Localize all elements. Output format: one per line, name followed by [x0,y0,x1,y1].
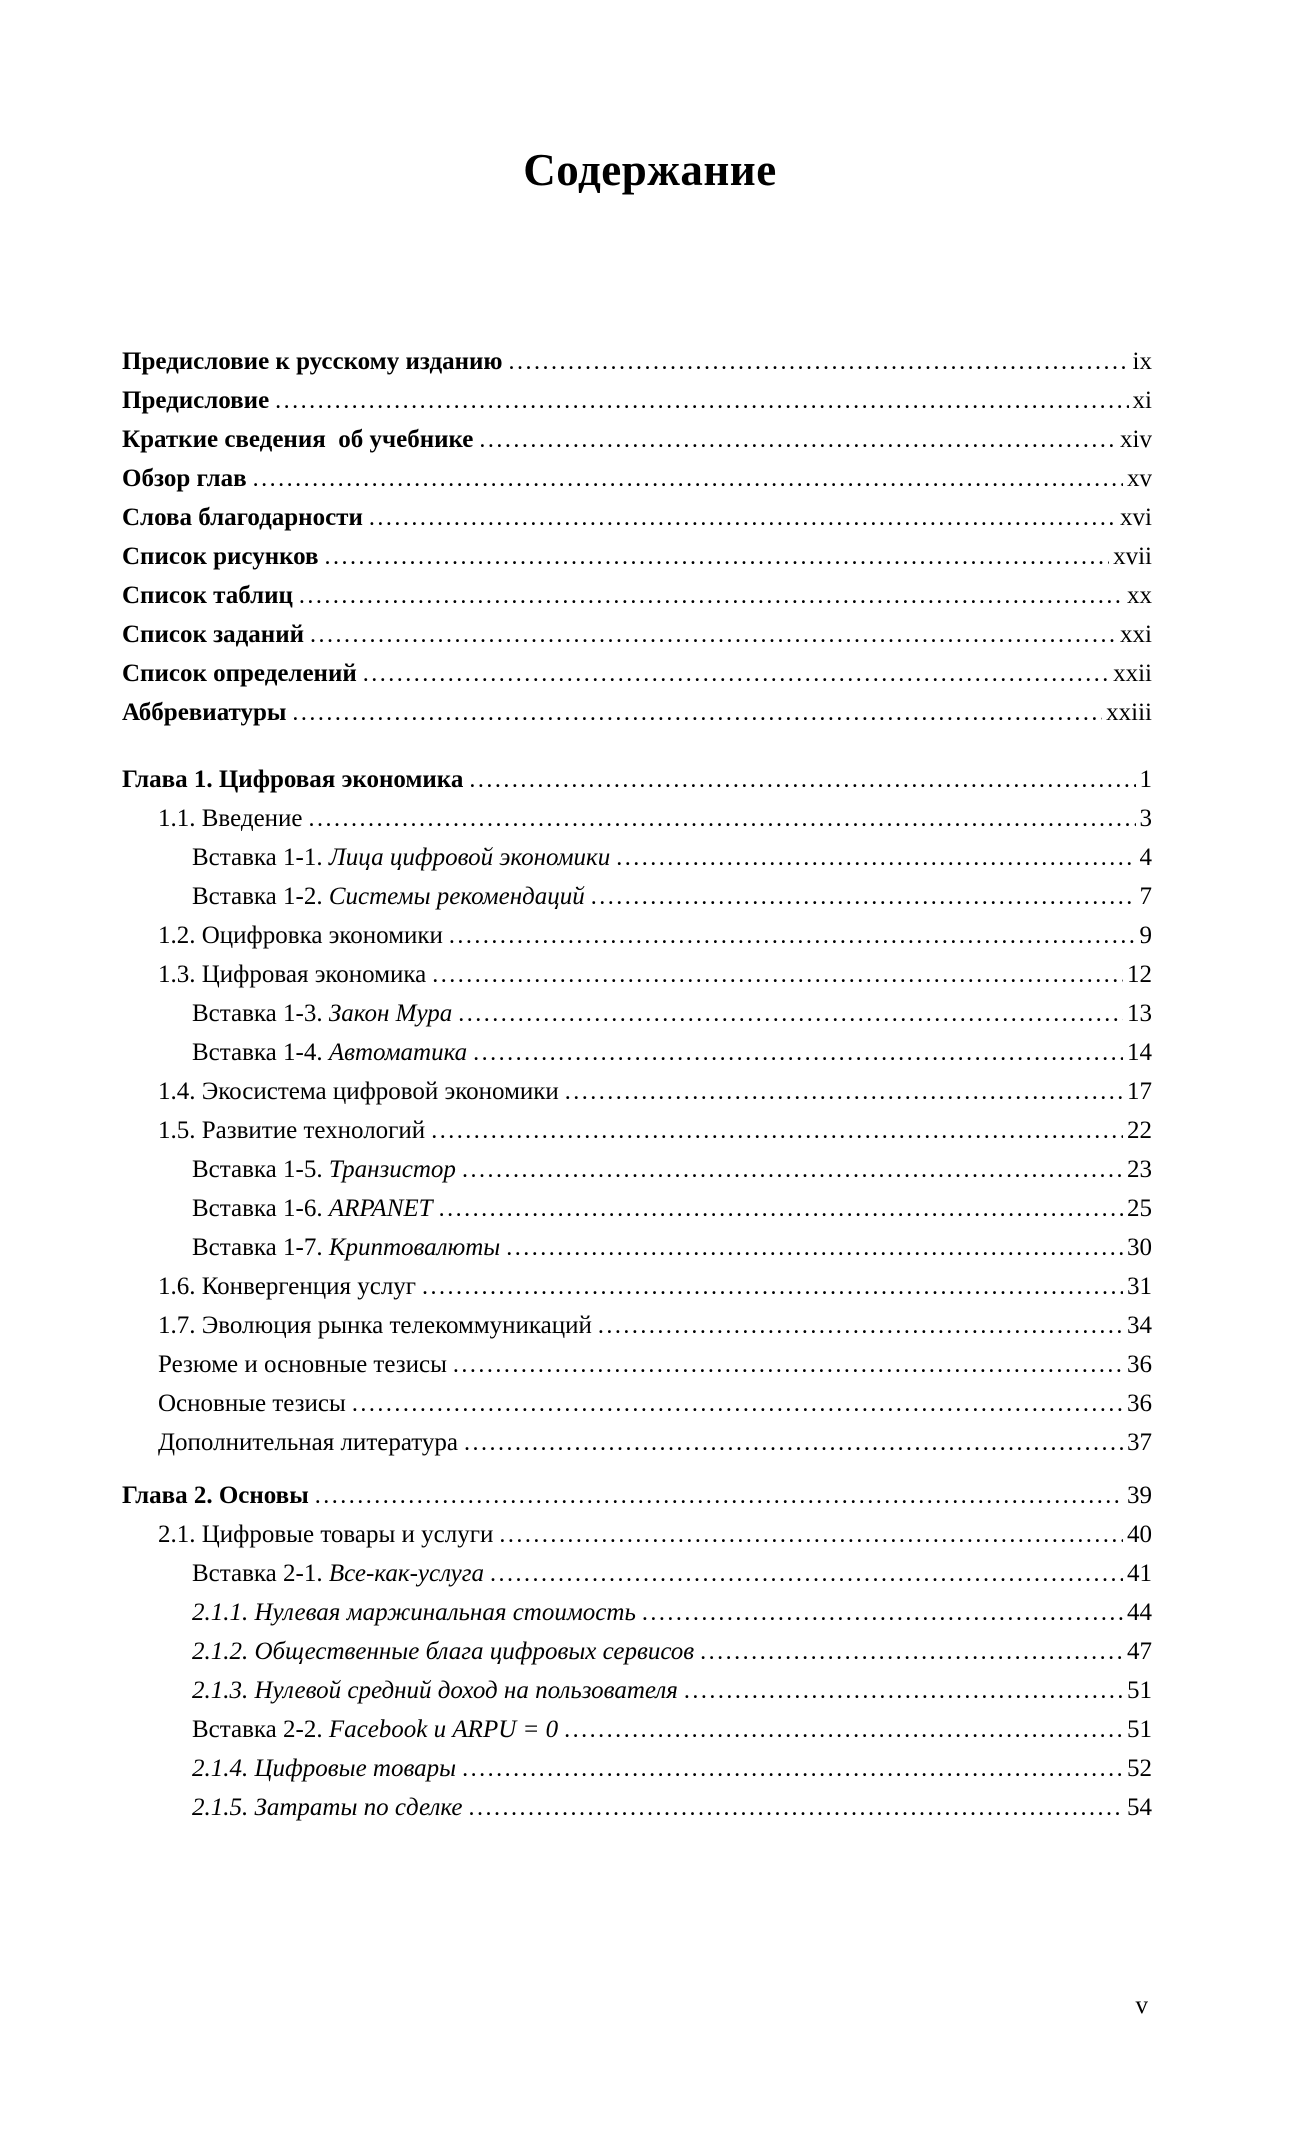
dot-leader [565,1072,1123,1112]
toc-entry-page: 52 [1127,1755,1152,1782]
toc-entry [122,420,1152,459]
dot-leader [310,615,1116,655]
toc-entry-page: 7 [1139,883,1152,910]
dot-leader [458,994,1123,1034]
dot-leader [506,1228,1123,1268]
dot-leader [700,1632,1123,1672]
toc-entry-title: Оцифровка экономики [201,922,443,949]
toc-entry-number: 1.3. [158,961,202,988]
toc-entry-title: Глава 1. Цифровая экономика [122,766,464,793]
toc-entry-label [192,1189,433,1228]
toc-entry-title: Системы рекомендаций [328,883,585,910]
toc-entry-page: 31 [1127,1273,1152,1300]
toc-entry [122,1384,1152,1423]
toc-entry [122,1632,1152,1671]
toc-entry-page: 41 [1127,1560,1152,1587]
toc-entry-number: Вставка 1-7. [192,1234,329,1261]
toc-entry-page: 4 [1139,844,1152,871]
toc-entry [122,342,1152,381]
toc-entry [122,1111,1152,1150]
toc-entry-label [122,459,247,498]
toc-entry-page: xi [1132,387,1152,414]
toc-entry-page: xxiii [1106,699,1152,726]
toc-entry-page: xxii [1113,660,1152,687]
toc-entry-title: Транзистор [328,1156,456,1183]
dot-leader [253,459,1123,499]
toc-entry-title: Список заданий [122,621,305,648]
toc-entry [122,1228,1152,1267]
toc-entry-number: Вставка 1-5. [192,1156,329,1183]
dot-leader [363,654,1109,694]
toc-entry-page: 9 [1139,922,1152,949]
toc-entry-label [192,1671,678,1710]
toc-entry-page: 36 [1127,1390,1152,1417]
toc-entry [122,1189,1152,1228]
toc-entry [122,459,1152,498]
toc-entry-page: 37 [1127,1429,1152,1456]
dot-leader [453,1345,1123,1385]
page-title: Содержание [523,145,777,195]
toc-entry-number: Вставка 1-6. [192,1195,329,1222]
toc-entry-page: xiv [1120,426,1152,453]
toc-entry-number: 1.4. [158,1078,202,1105]
toc-entry-title: Дополнительная литература [158,1429,458,1456]
toc-entry-title: 2.1.1. Нулевая маржинальная стоимость [192,1599,636,1626]
toc-entry-page: 1 [1139,766,1152,793]
toc-entry-title: Слова благодарности [122,504,363,531]
toc-entry-page: 36 [1127,1351,1152,1378]
dot-leader [473,1033,1123,1073]
toc-list [122,342,1152,1827]
toc-entry [122,838,1152,877]
toc-entry-number: 1.5. [158,1117,202,1144]
toc-entry-label [192,1033,467,1072]
toc-entry-label [158,955,426,994]
toc-entry [122,615,1152,654]
toc-entry [122,1072,1152,1111]
dot-leader [275,381,1128,421]
toc-entry-number: 2.1. [158,1521,202,1548]
toc-entry-label [158,1515,493,1554]
toc-entry-title: Введение [201,805,303,832]
toc-entry [122,1749,1152,1788]
toc-entry-label [158,1111,425,1150]
toc-entry-title: 2.1.3. Нулевой средний доход на пользователя [192,1677,678,1704]
toc-entry-page: 30 [1127,1234,1152,1261]
toc-entry [122,1476,1152,1515]
toc-entry-label [122,537,319,576]
toc-entry-page: 23 [1127,1156,1152,1183]
toc-entry-label [122,381,269,420]
toc-entry-label [192,1710,558,1749]
toc-entry-title: Краткие сведения об учебнике [122,426,474,453]
toc-entry-number: Вставка 1-4. [192,1039,329,1066]
toc-entry-title: Закон Мура [328,1000,453,1027]
toc-entry-page: xvi [1120,504,1152,531]
toc-entry-title: Автоматика [328,1039,468,1066]
toc-entry-page: 44 [1127,1599,1152,1626]
toc-entry-page: 14 [1127,1039,1152,1066]
toc-entry-page: 40 [1127,1521,1152,1548]
toc-entry-title: Facebook и ARPU = 0 [328,1716,559,1743]
toc-entry [122,1554,1152,1593]
toc-entry-label [122,654,357,693]
toc-entry-page: xx [1127,582,1152,609]
dot-leader [369,498,1116,538]
toc-entry [122,1710,1152,1749]
toc-entry-label [158,1345,447,1384]
toc-entry-number: Вставка 2-2. [192,1716,329,1743]
dot-leader [479,420,1116,460]
toc-entry-page: 13 [1127,1000,1152,1027]
toc-entry-title: Развитие технологий [201,1117,426,1144]
toc-entry-page: xxi [1120,621,1152,648]
toc-entry-title: Цифровая экономика [201,961,427,988]
toc-entry-label [192,1554,484,1593]
chapter-2-section [122,1476,1152,1827]
dot-leader [490,1554,1123,1594]
toc-entry-page: 3 [1139,805,1152,832]
toc-entry-label [122,1476,309,1515]
dot-leader [598,1306,1123,1346]
dot-leader [499,1515,1123,1555]
toc-entry-page: 47 [1127,1638,1152,1665]
toc-entry-page: xv [1127,465,1152,492]
toc-entry [122,799,1152,838]
toc-entry [122,693,1152,732]
dot-leader [469,760,1135,800]
toc-entry-page: 39 [1127,1482,1152,1509]
chapter-1-section [122,760,1152,1462]
dot-leader [462,1150,1123,1190]
dot-leader [292,693,1102,733]
toc-page [0,145,1300,2156]
toc-entry-label [192,1749,456,1788]
toc-entry-title: Резюме и основные тезисы [158,1351,447,1378]
toc-entry [122,1788,1152,1827]
dot-leader [439,1189,1123,1229]
toc-entry-label [192,1228,500,1267]
toc-entry-label [192,1788,463,1827]
toc-entry-title: Лица цифровой экономики [328,844,611,871]
toc-entry [122,576,1152,615]
toc-entry [122,537,1152,576]
toc-entry [122,1150,1152,1189]
dot-leader [469,1788,1123,1828]
toc-entry-number: 1.6. [158,1273,202,1300]
dot-leader [564,1710,1123,1750]
toc-entry-title: 2.1.2. Общественные блага цифровых сервисов [192,1638,695,1665]
toc-entry [122,955,1152,994]
toc-entry-page: 51 [1127,1716,1152,1743]
toc-entry [122,1515,1152,1554]
toc-entry-label [192,994,452,1033]
toc-entry-number: Вставка 1-3. [192,1000,329,1027]
toc-entry-number: 1.1. [158,805,202,832]
toc-entry [122,760,1152,799]
dot-leader [299,576,1123,616]
toc-entry-title: Список рисунков [122,543,319,570]
toc-entry-page: 34 [1127,1312,1152,1339]
toc-entry-title: Обзор глав [122,465,247,492]
dot-leader [464,1423,1123,1463]
toc-entry-title: 2.1.5. Затраты по сделке [192,1794,463,1821]
toc-entry-label [158,916,443,955]
toc-entry-number: 1.2. [158,922,202,949]
dot-leader [509,342,1129,382]
dot-leader [684,1671,1123,1711]
toc-entry-label [122,498,363,537]
toc-entry-page: 22 [1127,1117,1152,1144]
folio-page-number: v [1135,1992,1148,2019]
dot-leader [309,799,1136,839]
toc-entry-title: Аббревиатуры [122,699,287,726]
toc-entry-label [192,1632,694,1671]
toc-entry [122,877,1152,916]
toc-entry-title: Предисловие [122,387,270,414]
dot-leader [431,1111,1123,1151]
toc-entry [122,498,1152,537]
toc-entry-label [122,760,463,799]
toc-entry-label [192,838,610,877]
toc-entry-label [122,693,286,732]
toc-entry-title: Список таблиц [122,582,293,609]
toc-entry-page: 12 [1127,961,1152,988]
toc-entry-label [192,1593,636,1632]
toc-entry-label [122,342,503,381]
toc-entry-title: Криптовалюты [328,1234,501,1261]
toc-entry [122,1306,1152,1345]
toc-entry [122,1033,1152,1072]
toc-entry-title: Предисловие к русскому изданию [122,348,503,375]
dot-leader [422,1267,1123,1307]
toc-entry-page: ix [1132,348,1152,375]
toc-entry-label [158,1306,592,1345]
toc-entry-number: Вставка 2-1. [192,1560,329,1587]
toc-entry [122,994,1152,1033]
toc-entry-page: 25 [1127,1195,1152,1222]
toc-entry-label [122,420,473,459]
toc-entry-label [122,576,293,615]
toc-entry [122,1423,1152,1462]
dot-leader [449,916,1136,956]
toc-entry-label [158,799,303,838]
toc-entry [122,381,1152,420]
toc-entry-title: ARPANET [328,1195,433,1222]
dot-leader [432,955,1123,995]
toc-entry [122,1593,1152,1632]
toc-entry [122,1345,1152,1384]
toc-entry-title: Конвергенция услуг [201,1273,417,1300]
toc-entry-label [158,1423,458,1462]
dot-leader [462,1749,1123,1789]
toc-entry-page: xvii [1113,543,1152,570]
dot-leader [315,1476,1123,1516]
front-matter-section [122,342,1152,732]
toc-entry-title: Основные тезисы [158,1390,346,1417]
toc-entry-label [192,1150,456,1189]
toc-entry-label [122,615,304,654]
toc-entry-number: Вставка 1-2. [192,883,329,910]
dot-leader [325,537,1110,577]
toc-entry-title: Эволюция рынка телекоммуникаций [201,1312,592,1339]
toc-entry-label [192,877,585,916]
toc-entry-label [158,1384,346,1423]
dot-leader [642,1593,1123,1633]
toc-entry-number: 1.7. [158,1312,202,1339]
toc-entry-number: Вставка 1-1. [192,844,329,871]
toc-entry-title: 2.1.4. Цифровые товары [192,1755,457,1782]
toc-entry-title: Цифровые товары и услуги [201,1521,494,1548]
toc-entry [122,1671,1152,1710]
dot-leader [352,1384,1123,1424]
toc-entry-page: 54 [1127,1794,1152,1821]
toc-entry-title: Глава 2. Основы [122,1482,309,1509]
toc-entry-title: Список определений [122,660,357,687]
toc-entry-title: Все-как-услуга [328,1560,485,1587]
toc-entry-page: 17 [1127,1078,1152,1105]
dot-leader [616,838,1135,878]
dot-leader [591,877,1136,917]
toc-entry-label [158,1072,559,1111]
toc-entry-label [158,1267,416,1306]
toc-entry [122,654,1152,693]
toc-entry [122,916,1152,955]
toc-entry-title: Экосистема цифровой экономики [201,1078,559,1105]
toc-entry [122,1267,1152,1306]
toc-entry-page: 51 [1127,1677,1152,1704]
